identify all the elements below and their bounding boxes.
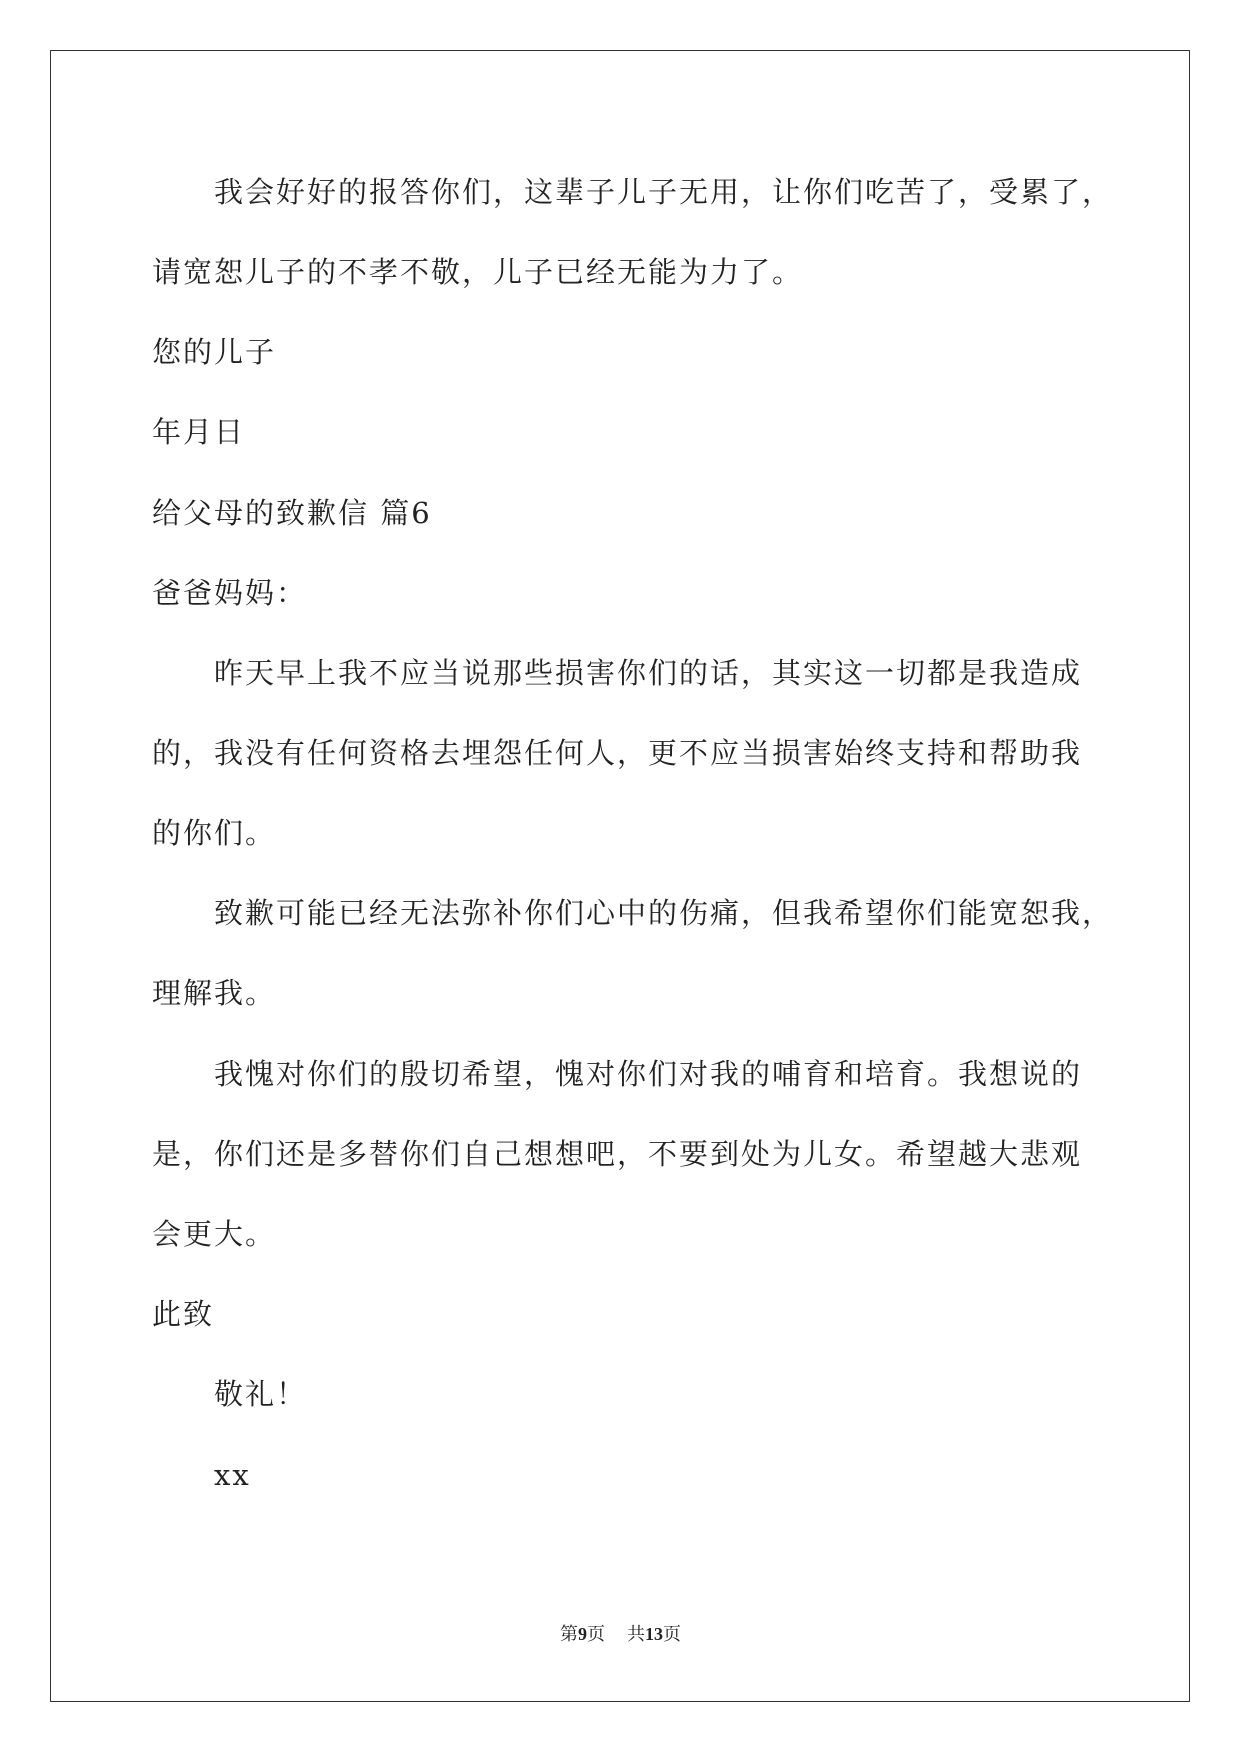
- paragraph-line-9: 是，你们还是多替你们自己想想吧，不要到处为儿女。希望越大悲观: [152, 1137, 1083, 1171]
- page-footer: [0, 1622, 1241, 1647]
- paragraph-line-7: 理解我。: [152, 976, 277, 1010]
- paragraph-line-4: 的，我没有任何资格去埋怨任何人，更不应当损害始终支持和帮助我: [152, 736, 1083, 770]
- paragraph-line-1: 我会好好的报答你们，这辈子儿子无用，让你们吃苦了，受累了，: [214, 175, 1114, 209]
- section-heading: 给父母的致歉信 篇6: [152, 496, 432, 530]
- paragraph-line-3: 昨天早上我不应当说那些损害你们的话，其实这一切都是我造成: [214, 656, 1083, 690]
- footer-prefix: 第: [560, 1624, 578, 1645]
- paragraph-line-6: 致歉可能已经无法弥补你们心中的伤痛，但我希望你们能宽恕我，: [214, 896, 1114, 930]
- signature-xx: xx: [214, 1458, 251, 1492]
- paragraph-line-10: 会更大。: [152, 1217, 277, 1251]
- signature-son: 您的儿子: [152, 335, 277, 369]
- closing-line: 此致: [152, 1297, 215, 1331]
- footer-total-pages: 13: [645, 1624, 663, 1644]
- footer-current-page: 9: [578, 1624, 587, 1644]
- paragraph-line-5: 的你们。: [152, 816, 277, 850]
- footer-total-suffix: 页: [663, 1624, 681, 1645]
- closing-salute: 敬礼！: [214, 1377, 308, 1411]
- date-line: 年月日: [152, 415, 246, 449]
- paragraph-line-8: 我愧对你们的殷切希望，愧对你们对我的哺育和培育。我想说的: [214, 1057, 1083, 1091]
- paragraph-line-2: 请宽恕儿子的不孝不敬，儿子已经无能为力了。: [152, 255, 804, 289]
- salutation: 爸爸妈妈：: [152, 576, 308, 610]
- footer-total-prefix: 共: [627, 1624, 645, 1645]
- footer-page-suffix: 页: [587, 1624, 605, 1645]
